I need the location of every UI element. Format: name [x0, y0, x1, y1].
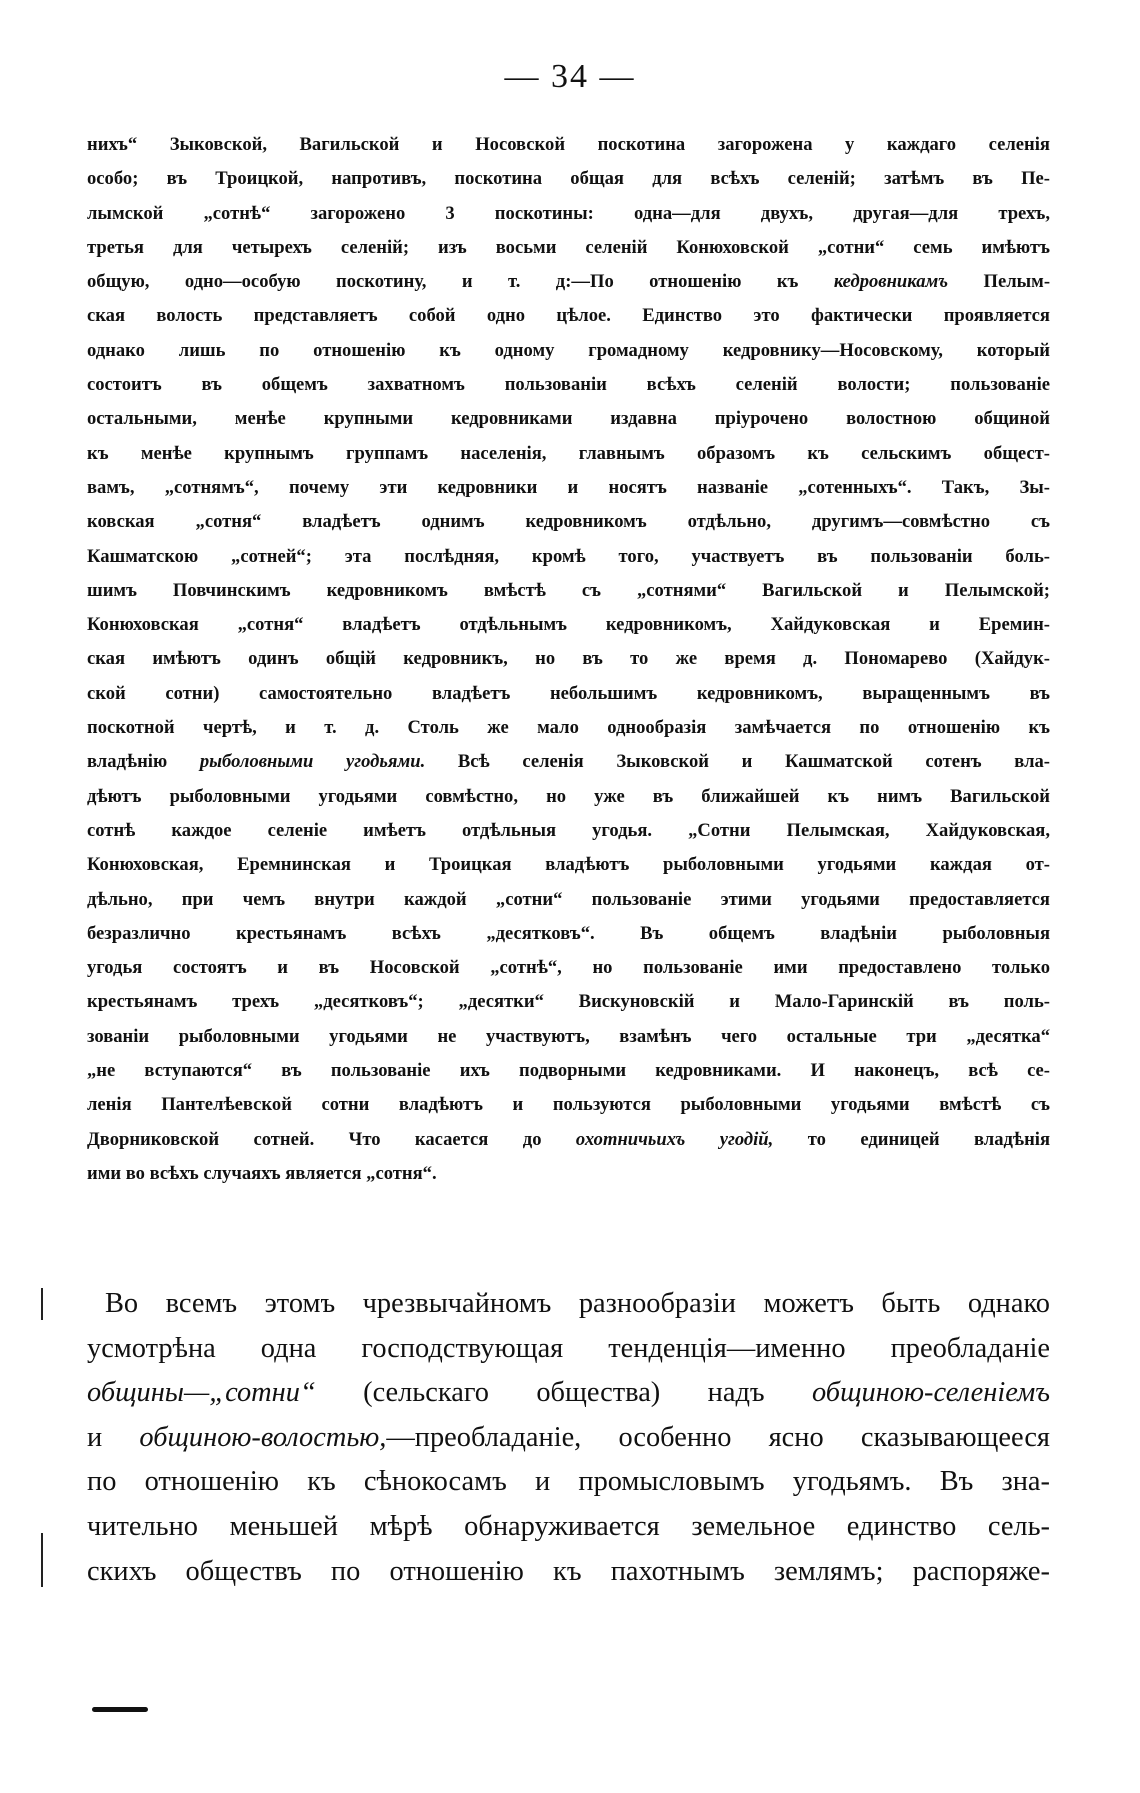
italic-phrase: кедровникамъ — [833, 271, 949, 293]
text-run: владѣнію — [87, 751, 200, 773]
text-run: угодья состоятъ и въ Носовской „сотнѣ“, но пользованіе ими предоставлено только — [87, 957, 1050, 979]
large-text-line — [87, 1282, 1050, 1327]
small-text-line — [87, 1123, 1050, 1157]
large-text-block — [87, 1282, 1050, 1594]
text-run: Конюховская, Еремнинская и Троицкая владѣютъ рыболовными угодьями каждая от- — [87, 854, 1050, 876]
text-run: чительно меньшей мѣрѣ обнаруживается земельное единство сель- — [87, 1510, 1050, 1542]
text-run: —преобладаніе, особенно ясно сказывающееся — [386, 1421, 1050, 1453]
small-text-line — [87, 642, 1050, 676]
small-text-line — [87, 917, 1050, 951]
small-text-line — [87, 883, 1050, 917]
text-run: скихъ обществъ по отношенію къ пахотнымъ землямъ; распоряже- — [87, 1555, 1050, 1587]
text-run: (сельскаго общества) надъ — [315, 1377, 812, 1409]
small-text-line — [87, 951, 1050, 985]
italic-phrase: охотничьихъ угодій, — [575, 1128, 774, 1150]
text-run: Во всемъ этомъ чрезвычайномъ разнообразіи можетъ быть однако — [105, 1288, 1050, 1319]
italic-phrase: общиною-селеніемъ — [811, 1377, 1050, 1409]
italic-phrase: рыболовными угодьями. — [199, 751, 426, 773]
large-text-line — [87, 1416, 1050, 1461]
text-run: Кашматскою „сотней“; эта послѣдняя, кромѣ того, участвуетъ въ пользованіи боль- — [87, 545, 1050, 567]
small-text-line — [87, 608, 1050, 642]
small-text-line — [87, 299, 1050, 333]
text-run: поскотной чертѣ, и т. д. Столь же мало однообразія замѣчается по отношенію къ — [87, 717, 1050, 739]
italic-phrase: общины—„сотни“ — [87, 1377, 316, 1409]
text-run: Всѣ селенія Зыковской и Кашматской сотенъ вла- — [425, 751, 1050, 773]
small-text-line — [87, 128, 1050, 162]
large-text-line — [87, 1460, 1050, 1505]
small-text-line — [87, 780, 1050, 814]
text-run: общую, одно—особую поскотину, и т. д:—По отношенію къ — [87, 271, 834, 293]
small-text-line — [87, 1157, 1050, 1191]
large-text-line — [87, 1371, 1050, 1416]
page-number: — 34 — — [504, 58, 636, 95]
small-text-line — [87, 1020, 1050, 1054]
small-text-line — [87, 848, 1050, 882]
text-run: состоитъ въ общемъ захватномъ пользованіи всѣхъ селеній волости; пользованіе — [87, 374, 1050, 396]
small-text-line — [87, 574, 1050, 608]
small-text-line — [87, 402, 1050, 436]
small-text-line — [87, 265, 1050, 299]
text-run: сотнѣ каждое селеніе имѣетъ отдѣльныя угодья. „Сотни Пелымская, Хайдуковская, — [87, 819, 1050, 841]
text-run: Пелым- — [948, 271, 1050, 293]
small-text-line — [87, 985, 1050, 1019]
text-run: ская имѣютъ одинъ общій кедровникъ, но въ то же время д. Пономарево (Хайдук- — [87, 648, 1050, 670]
small-text-line — [87, 1088, 1050, 1122]
text-run: нихъ“ Зыковской, Вагильской и Носовской поскотина загорожена у каждаго селенія — [87, 134, 1050, 155]
small-text-line — [87, 711, 1050, 745]
text-run: лымской „сотнѣ“ загорожено 3 поскотины: одна—для двухъ, другая—для трехъ, — [87, 202, 1050, 224]
text-run: третья для четырехъ селеній; изъ восьми селеній Конюховской „сотни“ семь имѣютъ — [87, 236, 1050, 258]
text-run: крестьянамъ трехъ „десятковъ“; „десятки“ Вискуновскій и Мало-Гаринскій въ поль- — [87, 991, 1050, 1013]
text-run: и — [87, 1421, 140, 1453]
text-run: ленія Пантелѣевской сотни владѣютъ и пользуются рыболовными угодьями вмѣстѣ съ — [87, 1094, 1050, 1116]
large-text-line — [87, 1550, 1050, 1595]
small-text-line — [87, 745, 1050, 779]
text-run: остальными, менѣе крупными кедровниками издавна пріурочено волостною общиной — [87, 408, 1050, 430]
text-run: шимъ Повчинскимъ кедровникомъ вмѣстѣ съ „сотнями“ Вагильской и Пелымской; — [87, 579, 1050, 601]
small-text-line — [87, 540, 1050, 574]
small-text-line — [87, 437, 1050, 471]
text-run: ковская „сотня“ владѣетъ однимъ кедровникомъ отдѣльно, другимъ—совмѣстно съ — [87, 511, 1050, 533]
margin-mark — [41, 1288, 43, 1320]
italic-phrase: общиною-волостью, — [139, 1421, 387, 1453]
text-run: вамъ, „сотнямъ“, почему эти кедровники и носятъ названіе „сотенныхъ“. Такъ, Зы- — [87, 476, 1050, 498]
text-run: Конюховская „сотня“ владѣетъ отдѣльнымъ кедровникомъ, Хайдуковская и Еремин- — [87, 614, 1050, 636]
text-run: особо; въ Троицкой, напротивъ, поскотина общая для всѣхъ селеній; затѣмъ въ Пе- — [87, 168, 1050, 190]
small-text-block — [87, 128, 1050, 1191]
text-run: ими во всѣхъ случаяхъ является „сотня“. — [87, 1162, 437, 1184]
text-run: дѣютъ рыболовными угодьями совмѣстно, но уже въ ближайшей къ нимъ Вагильской — [87, 785, 1050, 807]
text-run: ской сотни) самостоятельно владѣетъ небольшимъ кедровникомъ, выращеннымъ въ — [87, 682, 1050, 704]
large-text-line — [87, 1505, 1050, 1550]
small-text-line — [87, 471, 1050, 505]
text-run: Дворниковской сотней. Что касается до — [87, 1128, 576, 1150]
small-text-line — [87, 677, 1050, 711]
small-text-line — [87, 814, 1050, 848]
small-text-line — [87, 334, 1050, 368]
small-text-line — [87, 197, 1050, 231]
text-run: зованіи рыболовными угодьями не участвуютъ, взамѣнъ чего остальные три „десятка“ — [87, 1025, 1050, 1047]
ink-smudge — [92, 1707, 148, 1712]
small-text-line — [87, 1054, 1050, 1088]
small-text-line — [87, 162, 1050, 196]
text-run: дѣльно, при чемъ внутри каждой „сотни“ пользованіе этими угодьями предоставляется — [87, 888, 1050, 910]
text-run: ская волость представляетъ собой одно цѣлое. Единство это фактически проявляется — [87, 305, 1050, 327]
text-run: „не вступаются“ въ пользованіе ихъ подворными кедровниками. И наконецъ, всѣ се- — [87, 1060, 1050, 1082]
margin-mark — [41, 1533, 43, 1587]
small-text-line — [87, 505, 1050, 539]
small-text-line — [87, 231, 1050, 265]
large-text-line — [87, 1327, 1050, 1372]
text-run: однако лишь по отношенію къ одному громадному кедровнику—Носовскому, который — [87, 339, 1050, 361]
text-run: усмотрѣна одна господствующая тенденція—именно преобладаніе — [87, 1332, 1050, 1364]
text-run: къ менѣе крупнымъ группамъ населенія, главнымъ образомъ къ сельскимъ общест- — [87, 442, 1050, 464]
text-run: то единицей владѣнія — [773, 1128, 1050, 1150]
small-text-line — [87, 368, 1050, 402]
text-run: безразлично крестьянамъ всѣхъ „десятковъ“. Въ общемъ владѣніи рыболовныя — [87, 922, 1050, 944]
text-run: по отношенію къ сѣнокосамъ и промысловымъ угодьямъ. Въ зна- — [87, 1466, 1050, 1498]
